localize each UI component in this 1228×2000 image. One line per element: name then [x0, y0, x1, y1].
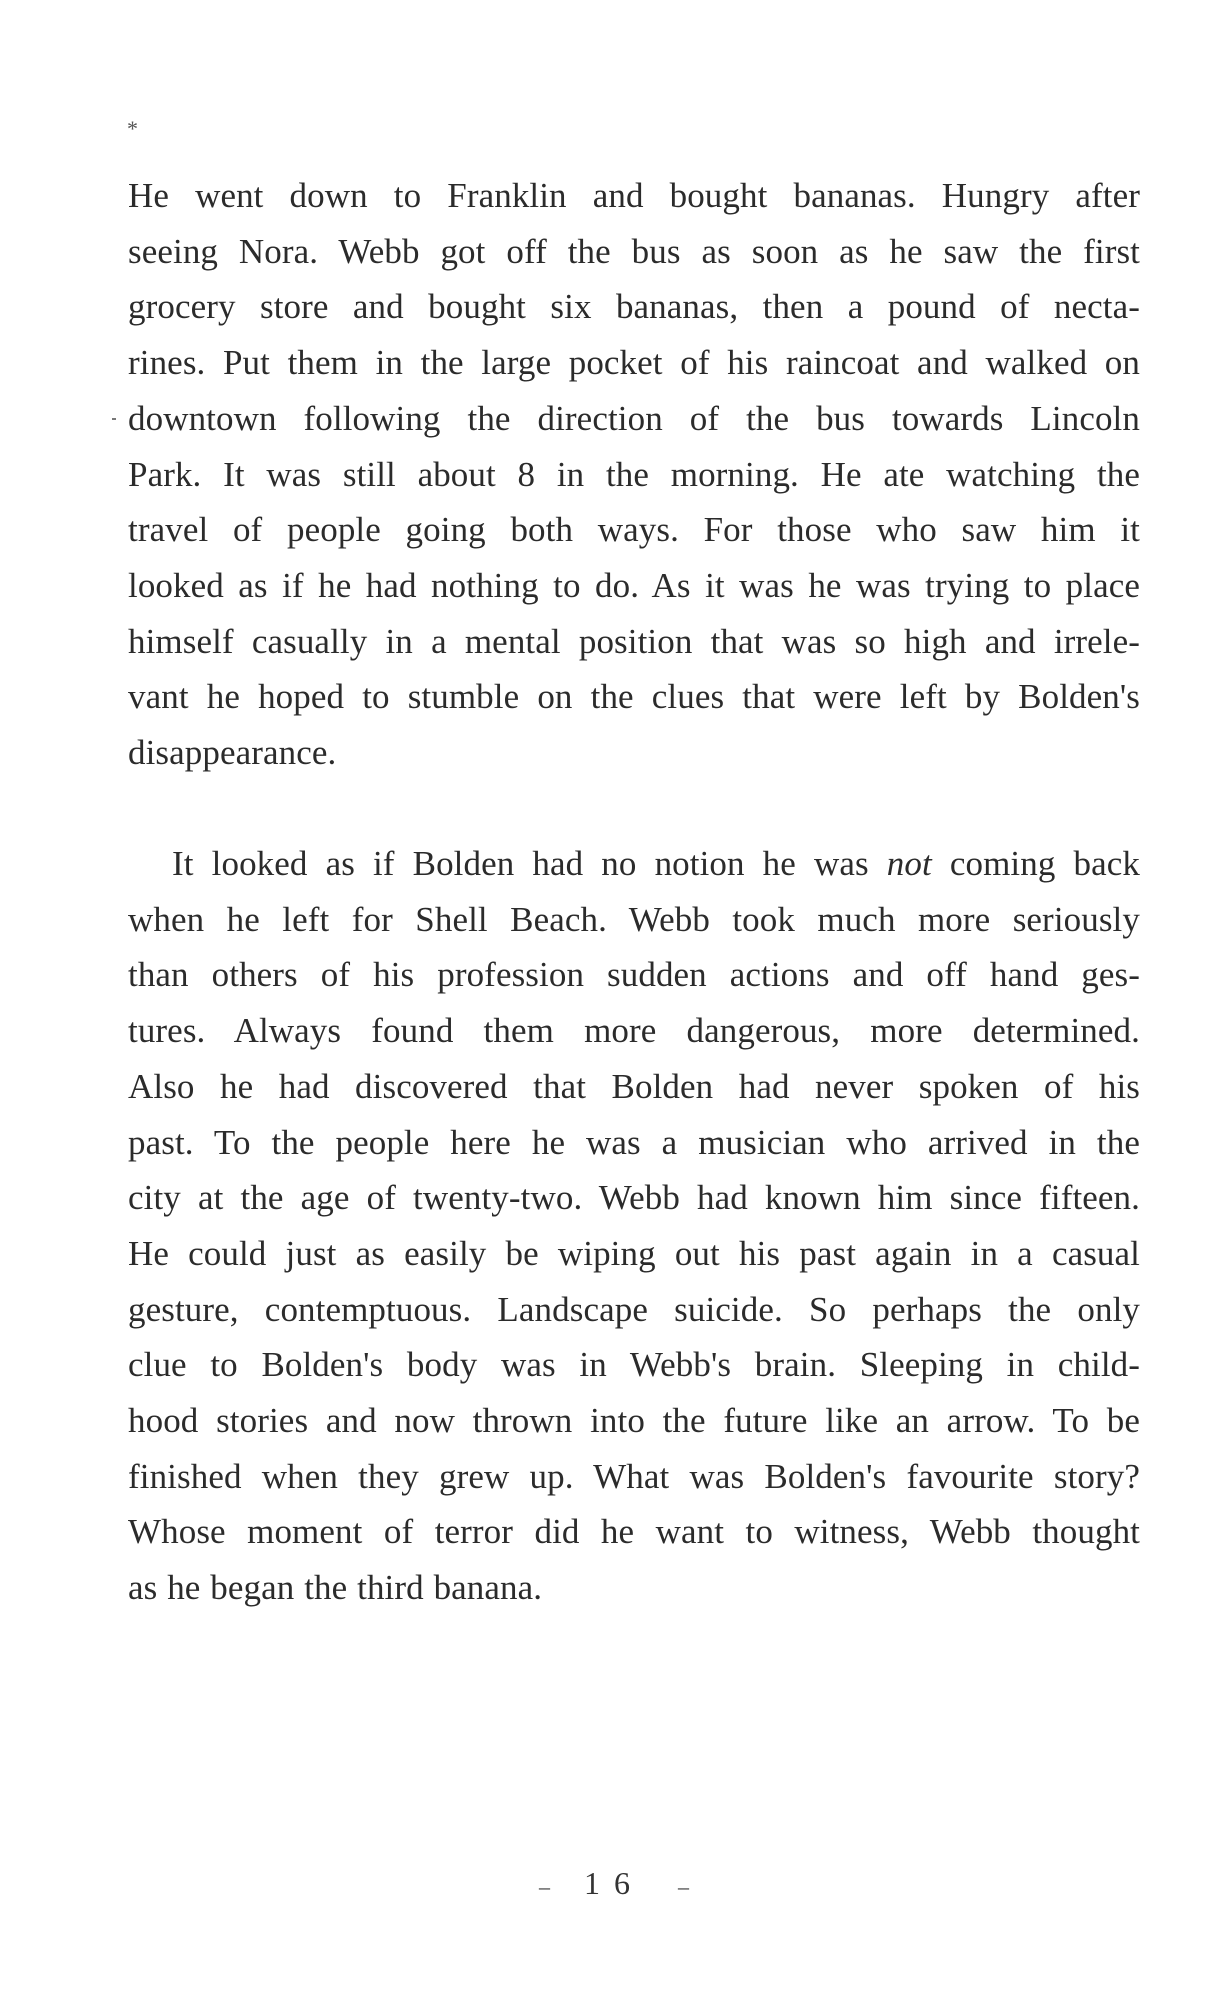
italic-emphasis: not: [886, 844, 932, 883]
text-line: himself casually in a mental position that was so high and irrele-: [128, 621, 1140, 661]
text-run: It looked as if Bolden had no notion he was: [172, 844, 887, 883]
text-line: when he left for Shell Beach. Webb took much more seriously: [128, 899, 1140, 939]
text-line: downtown following the direction of the bus towards Lincoln: [128, 398, 1140, 438]
text-line: disappearance.: [128, 733, 337, 773]
text-line: gesture, contemptuous. Landscape suicide. So perhaps the only: [128, 1289, 1140, 1329]
text-line: tures. Always found them more dangerous, more determined.: [128, 1011, 1140, 1051]
text-line: vant he hoped to stumble on the clues that were left by Bolden's: [128, 677, 1140, 717]
section-break-asterisk: *: [127, 116, 138, 141]
text-line: looked as if he had nothing to do. As it was he was trying to place: [128, 565, 1140, 605]
margin-speck: [112, 418, 116, 420]
page-number-footer: [0, 1865, 1228, 1902]
text-line: hood stories and now thrown into the future like an arrow. To be: [128, 1401, 1140, 1441]
text-line-first: [128, 836, 1140, 892]
text-line: He went down to Franklin and bought bananas. Hungry after: [128, 176, 1140, 215]
text-line: travel of people going both ways. For those who saw him it: [128, 510, 1140, 550]
text-line: than others of his profession sudden actions and off hand ges-: [128, 955, 1140, 995]
text-run: coming back: [931, 844, 1140, 883]
text-line: past. To the people here he was a musician who arrived in the: [128, 1122, 1140, 1162]
text-line: Also he had discovered that Bolden had never spoken of his: [128, 1066, 1140, 1106]
text-line: as he began the third banana.: [128, 1568, 543, 1608]
paragraph-2: [128, 836, 1140, 1616]
text-line: seeing Nora. Webb got off the bus as soon as he saw the first: [128, 231, 1140, 271]
text-line: grocery store and bought six bananas, then a pound of necta-: [128, 287, 1140, 327]
text-line: Park. It was still about 8 in the morning. He ate watching the: [128, 454, 1140, 494]
text-line: rines. Put them in the large pocket of his raincoat and walked on: [128, 343, 1140, 383]
text-line: He could just as easily be wiping out his past again in a casual: [128, 1233, 1140, 1273]
text-line: finished when they grew up. What was Bolden's favourite story?: [128, 1456, 1140, 1496]
text-line: city at the age of twenty-two. Webb had known him since fifteen.: [128, 1178, 1140, 1218]
page-number: 16: [584, 1865, 644, 1901]
text-line: clue to Bolden's body was in Webb's brain. Sleeping in child-: [128, 1345, 1140, 1385]
text-line: Whose moment of terror did he want to witness, Webb thought: [128, 1512, 1140, 1552]
folio-dash-right: –: [678, 1873, 689, 1899]
paragraph-1: [128, 168, 1140, 781]
folio-dash-left: –: [539, 1873, 550, 1899]
